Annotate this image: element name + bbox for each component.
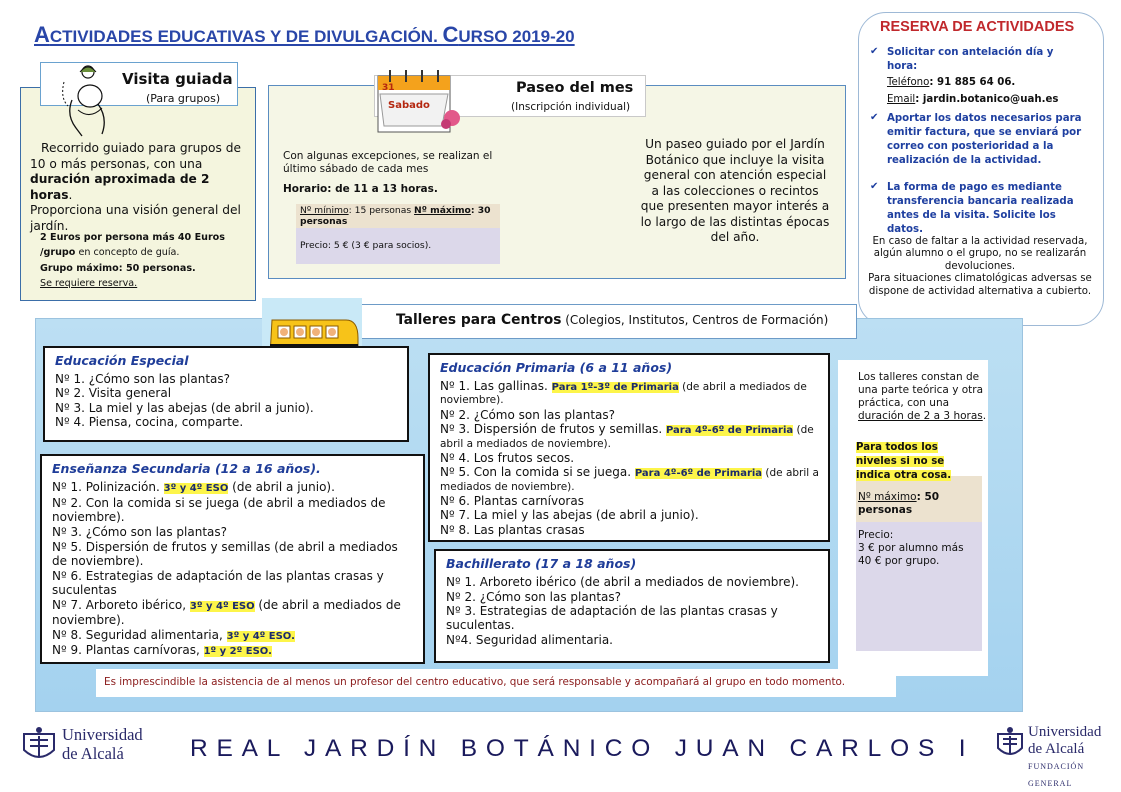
list-item: Nº 4. Piensa, cocina, comparte. (55, 415, 244, 429)
list-item: Nº 1. Arboreto ibérico (de abril a mediados de noviembre). (446, 575, 799, 589)
paseo-del-mes-subtitle: (Inscripción individual) (511, 101, 631, 113)
list-item: Nº 2. Con la comida si se juega (de abril a mediados de (52, 496, 386, 510)
talleres-all-levels-note: Para todos los niveles si no se indica otra cosa. (856, 442, 952, 481)
check-icon: ✔ (870, 46, 879, 57)
reserva-item-payment: ✔ La forma de pago es mediante transferencia bancaria realizada antes de la visita. Solicite los datos. (870, 181, 1074, 235)
talleres-title: Talleres para Centros (Colegios, Institutos, Centros de Formación) (396, 312, 829, 328)
footnote: Es imprescindible la asistencia de al menos un profesor del centro educativo, que será responsable y acompañará al grupo en todo momento. (104, 676, 846, 688)
list-item: Nº 7. La miel y las abejas (de abril a junio). (440, 508, 699, 522)
visita-guiada-title: Visita guiada (122, 70, 233, 88)
talleres-duration: Los talleres constan de una parte teórica y otra práctica, con una duración de 2 a 3 horas. (858, 371, 987, 422)
list-item: Nº 6. Estrategias de adaptación de las plantas crasas y (52, 569, 384, 583)
tour-guide-illustration-icon (58, 60, 122, 138)
page-title: ACTIVIDADES EDUCATIVAS Y DE DIVULGACIÓN. CURSO 2019-20 (34, 22, 575, 47)
check-icon: ✔ (870, 112, 879, 123)
paseo-del-mes-title: Paseo del mes (516, 80, 634, 96)
email-link[interactable]: : jardin.botanico@uah.es (915, 94, 1059, 105)
phone-number: : 91 885 64 06. (929, 77, 1016, 88)
reserva-item-request: ✔ Solicitar con antelación día y hora: Teléfono: 91 885 64 06. Email: jardin.botanico@uah.es (870, 46, 1059, 105)
list-item: Nº 1. Polinización. 3º y 4º ESO (de abril a junio). (52, 480, 335, 494)
card-primaria: Educación Primaria (6 a 11 años) Nº 1. Las gallinas. Para 1º-3º de Primaria (de abril a mediados de noviembre). Nº 2. ¿Cómo son las plantas? Nº 3. Dispersión de frutos y semillas. Para 4º-6º de Primaria (de abril a mediados de noviembre). Nº 4. Los frutos secos. Nº 5. Con la comida si se juega. Para 4º-6º de Primaria (de abril a mediados de noviembre). Nº 6. Plantas carnívoras Nº 7. La miel y las abejas (de abril a junio). Nº 8. Las plantas crasas (428, 353, 830, 542)
list-item: Nº 4. Los frutos secos. (440, 451, 575, 465)
list-item: Nº 2. ¿Cómo son las plantas? (446, 590, 622, 604)
list-item: Nº 3. ¿Cómo son las plantas? (52, 525, 228, 539)
svg-text:Sabado: Sabado (388, 100, 430, 111)
list-item: Nº 3. Estrategias de adaptación de las plantas crasas y (446, 604, 778, 618)
list-item: Nº 8. Seguridad alimentaria, 3º y 4º ESO. (52, 628, 295, 642)
calendar-icon (372, 64, 464, 136)
university-crest-icon-right (994, 726, 1026, 760)
card-secundaria: Enseñanza Secundaria (12 a 16 años). Nº 1. Polinización. 3º y 4º ESO (de abril a junio). Nº 2. Con la comida si se juega (de abril a mediados de noviembre). Nº 3. ¿Cómo son las plantas? Nº 5. Dispersión de frutos y semillas (de abril a mediados de noviembre). Nº 6. Estrategias de adaptación de las plantas crasas y suculentas Nº 7. Arboreto ibérico, 3º y 4º ESO (de abril a mediados de noviembre). Nº 8. Seguridad alimentaria, 3º y 4º ESO. Nº 9. Plantas carnívoras, 1º y 2º ESO. (40, 454, 425, 664)
paseo-description: Un paseo guiado por el Jardín Botánico que incluye la visita general con atención especial a las colecciones o recintos que presenten mayor interés a lo largo de las distintas épocas del año. (640, 137, 830, 244)
garden-name: REAL JARDÍN BOTÁNICO JUAN CARLOS I (190, 735, 975, 762)
reserva-notes: En caso de faltar a la actividad reservada, algún alumno o el grupo, no se realizarán devoluciones. Para situaciones climatológicas adversas se dispone de actividad alternativa a cubierto. (868, 236, 1092, 297)
list-item: Nº 2. ¿Cómo son las plantas? (440, 408, 616, 422)
list-item: Nº 5. Con la comida si se juega. Para 4º-6º de Primaria (de abril a (440, 465, 819, 479)
list-item: Nº 1. Las gallinas. Para 1º-3º de Primaria (de abril a mediados de (440, 379, 807, 393)
university-crest-icon (20, 726, 58, 764)
list-item: Nº 5. Dispersión de frutos y semillas (de abril a mediados (52, 540, 398, 554)
reserva-item-invoice: ✔ Aportar los datos necesarios para emitir factura, que se enviará por correo con posterioridad a la realización de la actividad. (870, 112, 1082, 166)
university-logo-right: Universidad de Alcalá FUNDACIÓN GENERAL (1028, 724, 1102, 788)
card-bachillerato: Bachillerato (17 a 18 años) Nº 1. Arboreto ibérico (de abril a mediados de noviembre). Nº 2. ¿Cómo son las plantas? Nº 3. Estrategias de adaptación de las plantas crasas y suculentas. Nº4. Seguridad alimentaria. (434, 549, 830, 663)
check-icon: ✔ (870, 181, 879, 192)
paseo-schedule: Horario: de 11 a 13 horas. (283, 183, 438, 195)
card-educacion-especial: Educación Especial Nº 1. ¿Cómo son las plantas? Nº 2. Visita general Nº 3. La miel y las abejas (de abril a junio). Nº 4. Piensa, cocina, comparte. (43, 346, 409, 442)
reserva-title: RESERVA DE ACTIVIDADES (880, 19, 1075, 35)
visita-guiada-price: 2 Euros por persona más 40 Euros /grupo en concepto de guía. Grupo máximo: 50 personas. Se requiere reserva. (40, 230, 240, 292)
visita-guiada-subtitle: (Para grupos) (146, 92, 221, 105)
list-item: Nº 3. Dispersión de frutos y semillas. Para 4º-6º de Primaria (de (440, 422, 814, 436)
booking-note: Se requiere reserva. (40, 278, 138, 290)
paseo-price: Precio: 5 € (3 € para socios). (300, 240, 432, 251)
max-group: Grupo máximo: 50 personas. (40, 262, 196, 274)
list-item: Nº 6. Plantas carnívoras (440, 494, 584, 508)
list-item: Nº 2. Visita general (55, 386, 172, 400)
list-item: Nº4. Seguridad alimentaria. (446, 633, 613, 647)
visita-guiada-description: Recorrido guiado para grupos de 10 o más personas, con una duración aproximada de 2 horas. Proporciona una visión general del jardín. (30, 141, 241, 233)
talleres-max: Nº máximo: 50 personas (858, 491, 940, 516)
list-item: Nº 9. Plantas carnívoras, 1º y 2º ESO. (52, 643, 272, 657)
university-logo-left: Universidad de Alcalá (62, 725, 143, 763)
list-item: Nº 7. Arboreto ibérico, 3º y 4º ESO (de abril a mediados de (52, 598, 401, 612)
paseo-intro: Con algunas excepciones, se realizan el último sábado de cada mes (283, 150, 493, 175)
list-item: Nº 3. La miel y las abejas (de abril a junio). (55, 401, 314, 415)
svg-text:31: 31 (382, 83, 395, 93)
list-item: Nº 8. Las plantas crasas (440, 523, 585, 537)
talleres-price: Precio: 3 € por alumno más 40 € por grupo. (858, 529, 964, 567)
list-item: Nº 1. ¿Cómo son las plantas? (55, 372, 231, 386)
paseo-capacity: Nº mínimo: 15 personas Nº máximo: 30 personas (300, 205, 491, 227)
